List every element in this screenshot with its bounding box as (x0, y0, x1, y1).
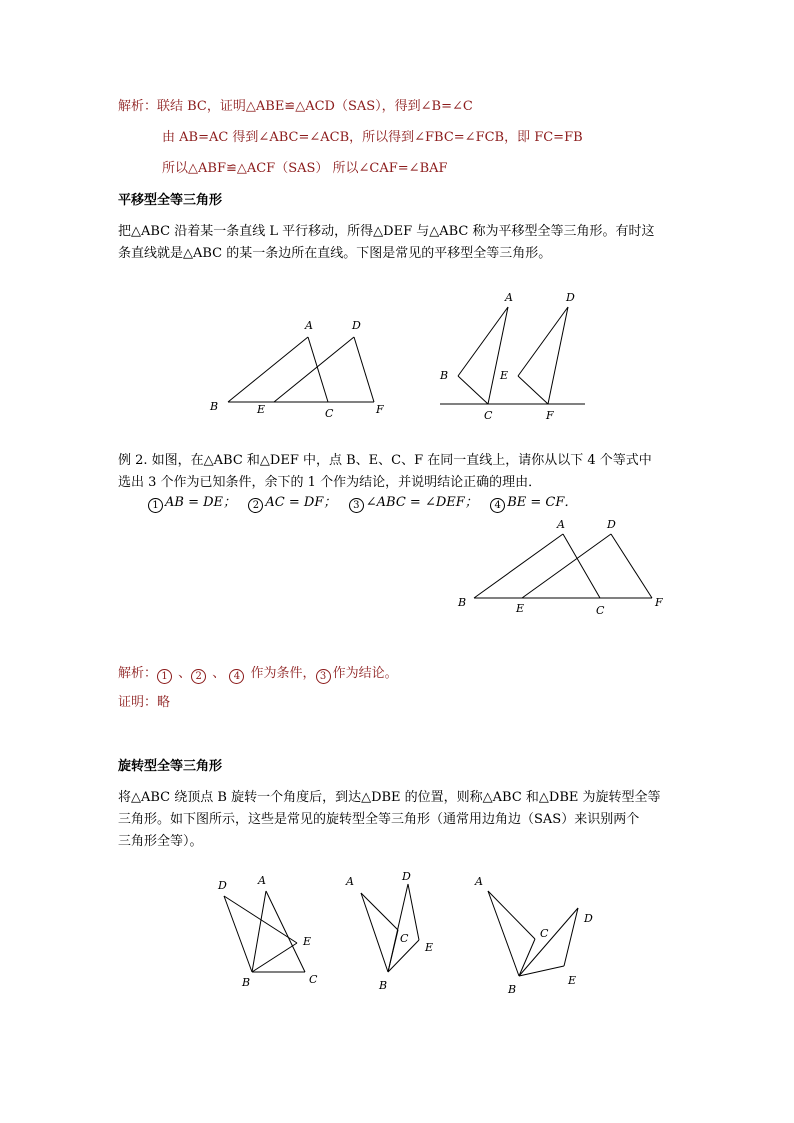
rotation-heading: 旋转型全等三角形 (118, 759, 223, 774)
condition-3: ∠ABC = ∠DEF； (365, 495, 478, 510)
circled-number-4: 4 (490, 498, 505, 513)
rotation-para-line3: 三角形全等）。 (118, 834, 203, 849)
separator: 、 (208, 666, 230, 681)
fig1-label-f: F (376, 403, 384, 416)
rot2-label-e: E (425, 941, 434, 954)
condition-4: BE = CF． (507, 495, 578, 510)
ex2-label-c: C (596, 604, 605, 617)
ex2-label-b: B (458, 596, 467, 609)
analysis1-line2: 由 AB=AC 得到∠ABC=∠ACB，所以得到∠FBC=∠FCB，即 FC=FB (162, 130, 583, 145)
analysis1-line1: 解析：联结 BC，证明△ABE≌△ACD（SAS），得到∠B=∠C (118, 99, 473, 114)
translation-para-line1: 把△ABC 沿着某一条直线 L 平行移动，所得△DEF 与△ABC 称为平移型全等三角形。有时这 (118, 224, 655, 239)
fig2-label-d: D (566, 291, 575, 304)
analysis2-conditions-text: 作为条件， (246, 666, 316, 681)
rot1-label-d: D (218, 879, 227, 892)
separator: 、 (174, 666, 192, 681)
analysis2-proof: 证明：略 (118, 695, 171, 710)
fig2-label-b: B (440, 369, 449, 382)
rot1-label-e: E (303, 935, 312, 948)
ex2-label-f: F (655, 596, 663, 609)
rot3-label-a: A (475, 875, 483, 888)
rot3-label-b: B (508, 983, 517, 996)
analysis2-conclusion-text: 作为结论。 (332, 666, 398, 681)
circled-number-3: 3 (316, 669, 331, 684)
fig1-label-e: E (257, 403, 266, 416)
ex2-label-d: D (607, 518, 616, 531)
rot3-label-d: D (584, 912, 593, 925)
fig1-label-b: B (210, 400, 219, 413)
translation-para-line2: 条直线就是△ABC 的某一条边所在直线。下图是常见的平移型全等三角形。 (118, 246, 552, 261)
rot2-label-c: C (400, 932, 409, 945)
rot2-label-a: A (346, 875, 354, 888)
ex2-label-e: E (516, 602, 525, 615)
fig2-label-c: C (484, 409, 493, 422)
rotation-para-line2: 三角形。如下图所示，这些是常见的旋转型全等三角形（通常用边角边（SAS）来识别两个 (118, 812, 640, 827)
circled-number-2: 2 (248, 498, 263, 513)
rot2-label-b: B (379, 979, 388, 992)
rotation-para-line1: 将△ABC 绕顶点 B 旋转一个角度后，到达△DBE 的位置，则称△ABC 和△DBE 为旋转型全等 (118, 790, 661, 805)
example2-line1: 例 2. 如图，在△ABC 和△DEF 中，点 B、E、C、F 在同一直线上，请你从以下 4 个等式中 (118, 453, 652, 468)
rot1-label-c: C (309, 973, 318, 986)
rot3-label-e: E (568, 974, 577, 987)
circled-number-1: 1 (157, 669, 172, 684)
circled-number-3: 3 (349, 498, 364, 513)
rot3-label-c: C (540, 927, 549, 940)
circled-number-2: 2 (191, 669, 206, 684)
condition-2: AC = DF； (265, 495, 337, 510)
analysis2-prefix: 解析： (118, 666, 158, 681)
fig1-label-c: C (325, 407, 334, 420)
rot1-label-b: B (242, 976, 251, 989)
circled-number-4: 4 (229, 669, 244, 684)
ex2-label-a: A (557, 518, 565, 531)
circled-number-1: 1 (148, 498, 163, 513)
example2-line2: 选出 3 个作为已知条件，余下的 1 个作为结论，并说明结论正确的理由． (118, 475, 542, 490)
rot1-label-a: A (258, 874, 266, 887)
fig1-label-d: D (352, 319, 361, 332)
fig2-label-a: A (505, 291, 513, 304)
fig2-label-f: F (546, 409, 554, 422)
translation-heading: 平移型全等三角形 (118, 193, 223, 208)
fig1-label-a: A (305, 319, 313, 332)
rot2-label-d: D (402, 870, 411, 883)
condition-1: AB = DE； (165, 495, 237, 510)
analysis1-line3: 所以△ABF≌△ACF（SAS） 所以∠CAF=∠BAF (162, 161, 448, 176)
fig2-label-e: E (500, 369, 509, 382)
